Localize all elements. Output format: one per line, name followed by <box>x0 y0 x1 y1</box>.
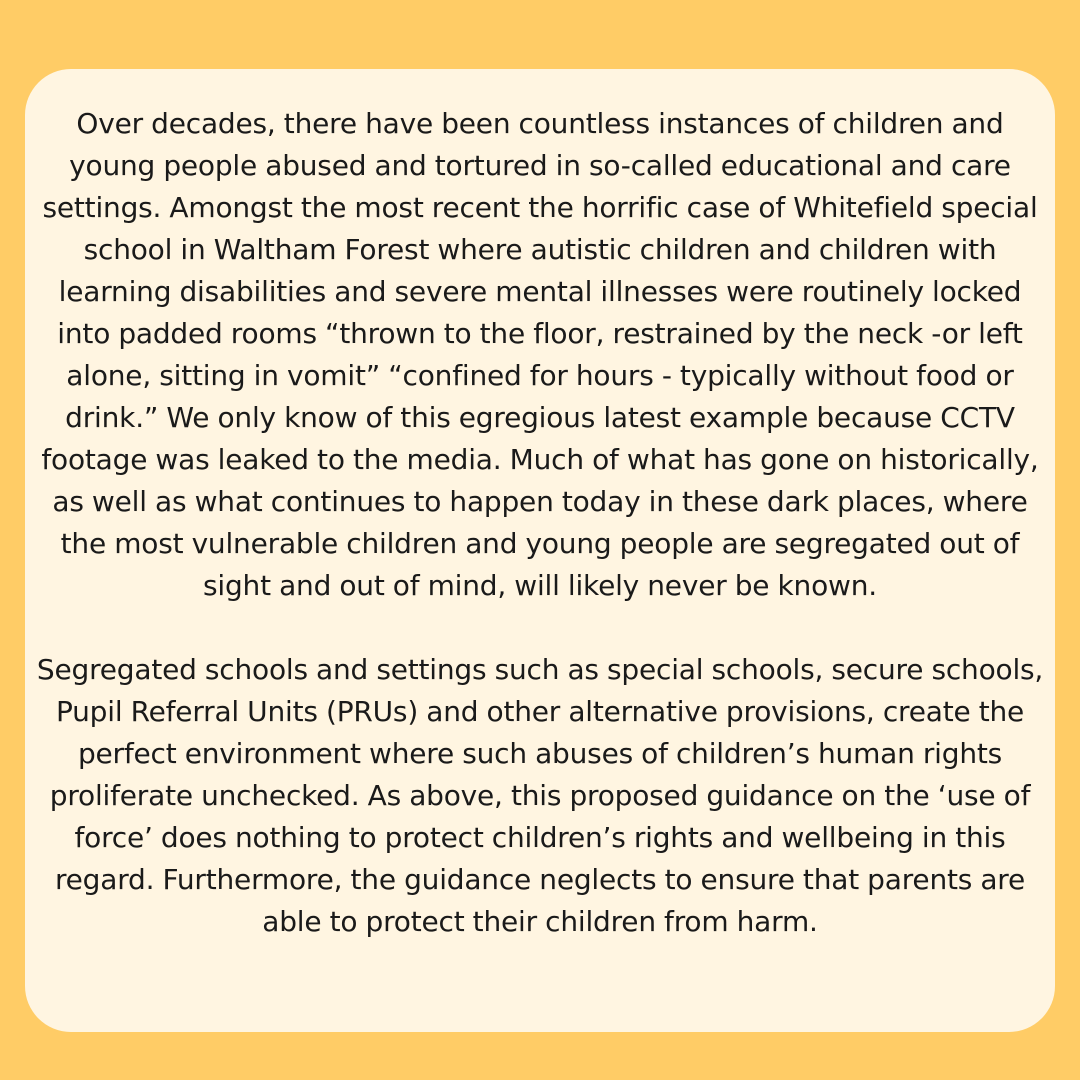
paragraph-2: Segregated schools and settings such as special schools, secure schools, Pupil Referral Units (PRUs) and other alternative provisions, create the perfect environment where such abuses of children’s human rights proliferate unchecked. As above, this proposed guidance on the ‘use of force’ does nothing to protect children’s rights and wellbeing in this regard. Furthermore, the guidance neglects to ensure that parents are able to protect their children from harm. <box>36 653 1044 938</box>
text-card <box>25 69 1055 1032</box>
paragraph-1: Over decades, there have been countless instances of children and young people abused and tortured in so-called educational and care settings. Amongst the most recent the horrific case of Whitefield special school in Waltham Forest where autistic children and children with learning disabilities and severe mental illnesses were routinely locked into padded rooms “thrown to the floor, restrained by the neck -or left alone, sitting in vomit” “confined for hours - typically without food or drink.” We only know of this egregious latest example because CCTV footage was leaked to the media. Much of what has gone on historically, as well as what continues to happen today in these dark places, where the most vulnerable children and young people are segregated out of sight and out of mind, will likely never be known. <box>41 107 1039 602</box>
